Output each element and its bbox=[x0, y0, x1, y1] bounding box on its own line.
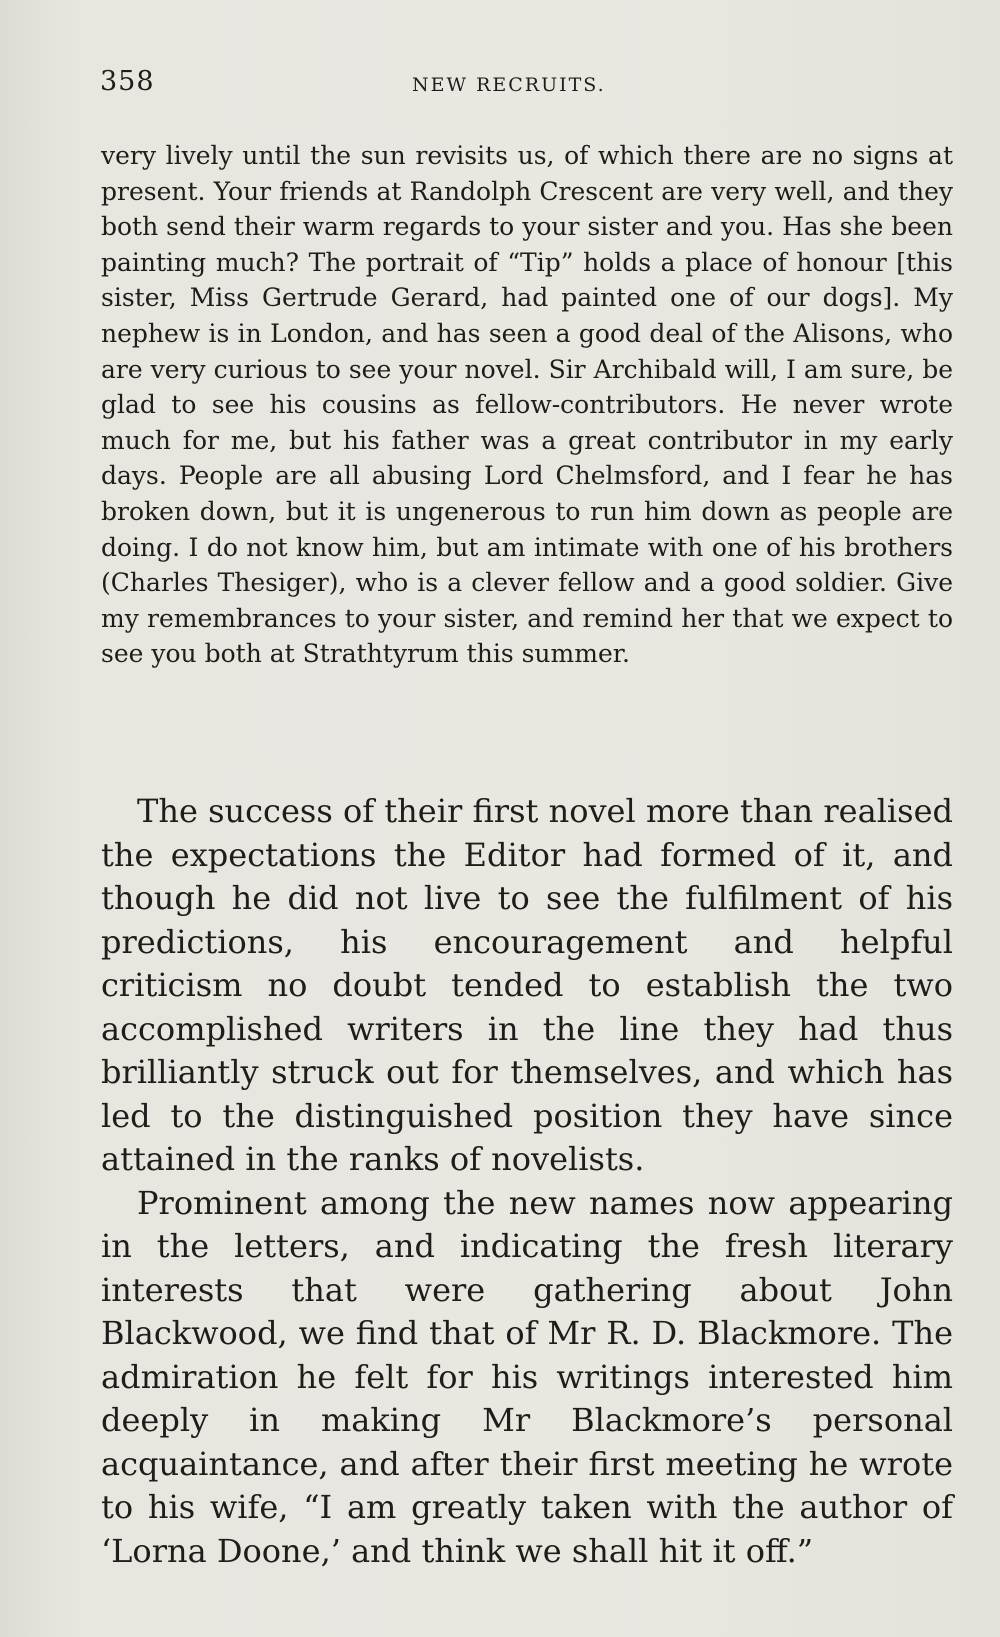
narrative-paragraph-1: The success of their first novel more than realised the expectations the Editor had formed of it, and though he did not live to see the fulfilment of his predictions, his encouragement and helpful criticism no doubt tended to establish the two accomplished writers in the line they had thus brilliantly struck out for themselves, and which has led to the distinguished position they have since attained in the ranks of novelists. bbox=[101, 792, 953, 1178]
letter-paragraph: very lively until the sun revisits us, of which there are no signs at present. Your friends at Randolph Crescent are very well, and they both send their warm regards to your sister and you. Has she been painting much? The portrait of “Tip” holds a place of honour [this sister, Miss Gertrude Gerard, had painted one of our dogs]. My nephew is in London, and has seen a good deal of the Alisons, who are very curious to see your novel. Sir Archibald will, I am sure, be glad to see his cousins as fellow-contributors. He never wrote much for me, but his father was a great contributor in my early days. People are all abusing Lord Chelmsford, and I fear he has broken down, but it is ungenerous to run him down as people are doing. I do not know him, but am intimate with one of his brothers (Charles Thesiger), who is a clever fellow and a good soldier. Give my remembrances to your sister, and remind her that we expect to see you both at Strathtyrum this summer. bbox=[101, 141, 953, 669]
page-header bbox=[100, 66, 952, 102]
narrative-paragraph-2: Prominent among the new names now appearing in the letters, and indicating the fresh literary interests that were gathering about John Blackwood, we find that of Mr R. D. Blackmore. The admiration he felt for his writings interested him deeply in making Mr Blackmore’s personal acquaintance, and after their first meeting he wrote to his wife, “I am greatly taken with the author of ‘Lorna Doone,’ and think we shall hit it off.” bbox=[101, 1183, 953, 1570]
letter-excerpt bbox=[101, 138, 953, 672]
running-head: NEW RECRUITS. bbox=[412, 74, 606, 96]
page-number: 358 bbox=[100, 66, 155, 97]
narrative-text bbox=[101, 790, 953, 1573]
